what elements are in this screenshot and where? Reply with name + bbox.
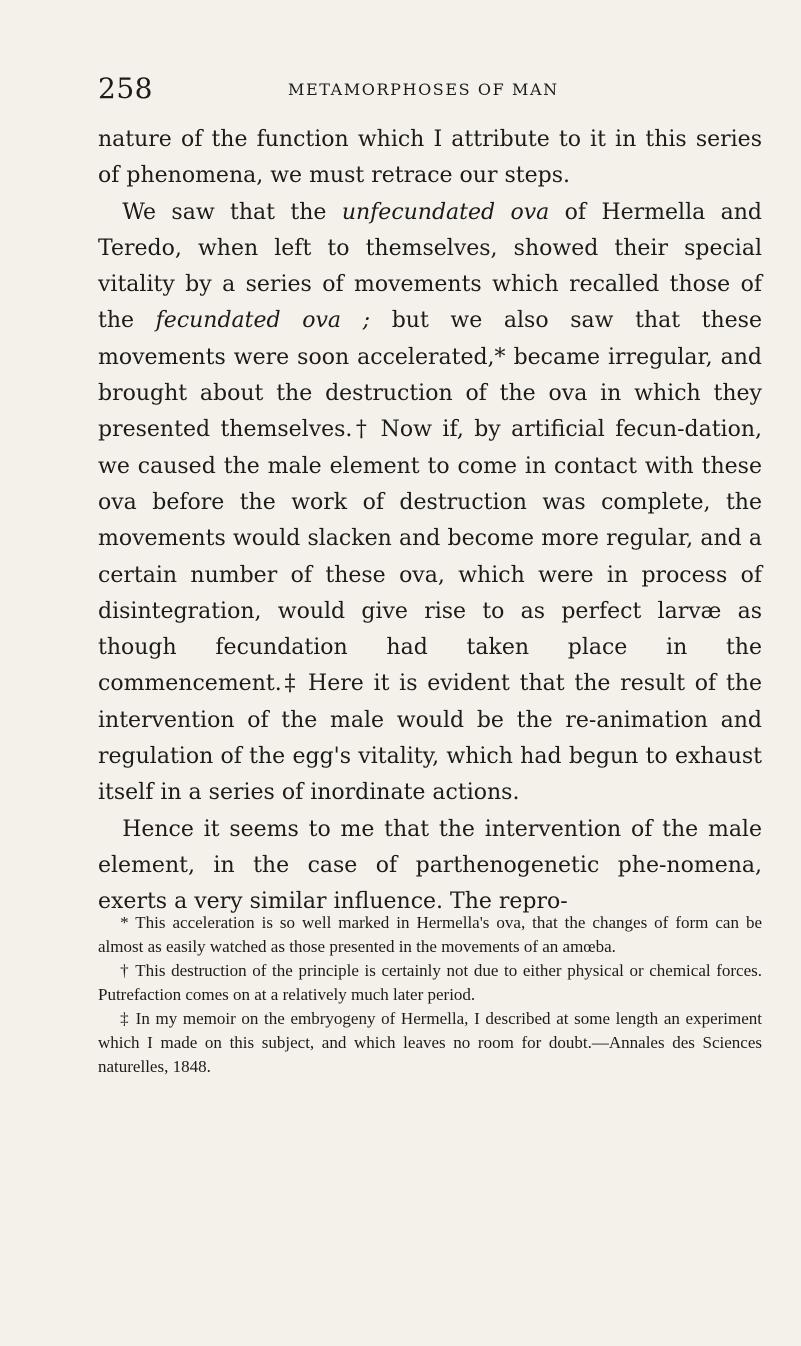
paragraph-2-text-a: We saw that the [122, 199, 342, 225]
paragraph-2-text-c: but we also saw that these movements were soon accelerated,* became irregular, and brought about the destruction of the ova in which they presented themselves.† Now if, by artificial fecun-dation, we caused the male element to come in contact with these ova before the work of destruction was complete, the movements would slacken and become more regular, and a certain number of these ova, which were in process of disintegration, would give rise to as perfect larvæ as though fecundation had taken place in the commencement.‡ Here it is evident that the result of the intervention of the male would be the re-animation and regulation of the egg's vitality, which had begun to exhaust itself in a series of inordinate actions. [98, 308, 762, 806]
paragraph-3 [98, 812, 762, 921]
paragraph-3-text: Hence it seems to me that the intervention of the male element, in the case of parthenogenetic phe-nomena, exerts a very similar influence. The repro- [98, 816, 762, 915]
running-head: METAMORPHOSES OF MAN [288, 80, 559, 99]
footnote-1: * This acceleration is so well marked in Hermella's ova, that the changes of form can be almost as easily watched as those presented in the movements of an amœba. [98, 913, 762, 956]
paragraph-2-text-b: of Hermella and Teredo, when left to themselves, showed their special vitality by a series of movements which recalled those of the [98, 199, 763, 334]
italic-term-unfecundated-ova: unfecundated ova [341, 199, 550, 225]
footnotes [98, 911, 762, 1079]
paragraph-2 [98, 195, 762, 812]
footnote-2: † This destruction of the principle is certainly not due to either physical or chemical forces. Putrefaction comes on at a relatively much later period. [98, 961, 762, 1004]
page-header [98, 72, 758, 112]
italic-term-fecundated-ova: fecundated ova ; [155, 308, 371, 334]
page-number: 258 [98, 72, 153, 105]
paragraph-1 [98, 122, 762, 195]
body-text [98, 122, 762, 921]
footnote-3: ‡ In my memoir on the embryogeny of Hermella, I described at some length an experiment which I made on this subject, and which leaves no room for doubt.—Annales des Sciences naturelles, 1848. [98, 1009, 762, 1076]
paragraph-1-text: nature of the function which I attribute to it in this series of phenomena, we must retrace our steps. [98, 127, 762, 189]
